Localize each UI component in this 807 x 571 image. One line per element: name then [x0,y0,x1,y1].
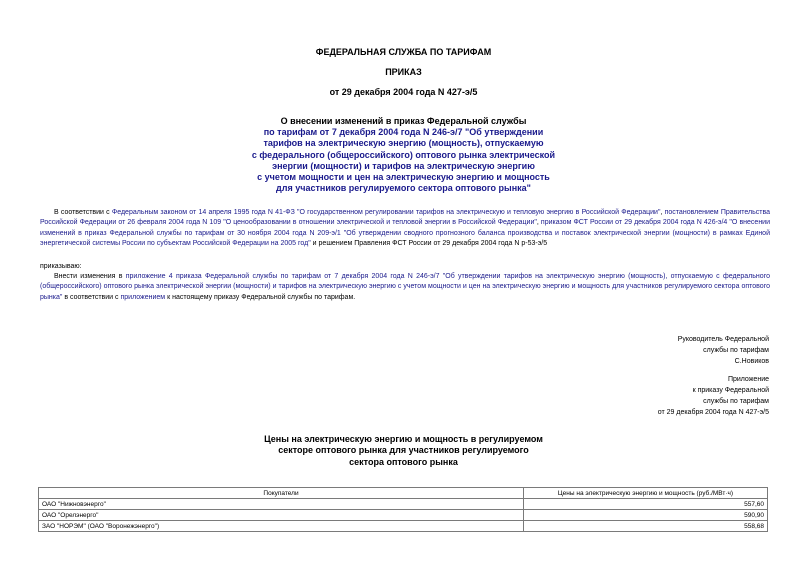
price-cell: 557,60 [524,499,768,510]
signature-line-2: службы по тарифам [703,347,769,354]
buyer-cell: ОАО "Орелэнерго" [39,510,524,521]
preamble-text-4: и решением Правления ФСТ России от 29 декабря 2004 года N р-53-э/5 [310,239,548,247]
order-paragraph [40,272,770,303]
price-cell: 558,68 [524,521,768,532]
price-cell: 590,90 [524,510,768,521]
order-text-3: к настоящему приказу Федеральной службы по тарифам. [165,293,356,301]
preamble-text-2: , [660,209,665,216]
table-row [39,499,768,510]
title-line-3[interactable]: тарифов на электрическую энергию (мощность), отпускаемую [263,138,544,149]
title-line-5[interactable]: энергии (мощности) и тарифов на электрическую энергию [272,160,535,171]
order-title [0,116,807,194]
title-line-7[interactable]: для участников регулируемого сектора оптового рынка" [276,183,531,194]
buyer-cell: ОАО "Нижновэнерго" [39,499,524,510]
title-line-2[interactable]: по тарифам от 7 декабря 2004 года N 246-э/7 "Об утверждении [263,127,544,138]
header-buyers: Покупатели [39,488,524,499]
preamble-paragraph [40,208,770,249]
document-type: ПРИКАЗ [385,67,422,77]
buyer-cell: ЗАО "НОРЭМ" (ОАО "Воронежэнерго") [39,521,524,532]
order-text-1: Внести изменения в [54,273,126,280]
signature-line-3: С.Новиков [734,358,769,365]
title-line-1 [0,116,807,127]
table-title-line-3: сектора оптового рынка [349,456,458,467]
appendix-block [609,374,769,418]
government-decree-link[interactable]: постановлением Правительства Российской Федерации от 26 февраля 2004 года N 109 "О ценообразовании в отношении электрической и тепловой энергии в Российской Федерации" [40,209,771,227]
order-text-2: в соответствии с [62,293,121,301]
table-header-row [39,488,768,499]
title-line-4[interactable]: с федерального (общероссийского) оптового рынка электрической [251,149,556,160]
appendix-4-link[interactable]: приложение 4 приказа Федеральной службы по тарифам от 7 декабря 2004 года N 246-э/7 "Об утверждении тарифов на электрическую энергию (мощность), отпускаемую с федерального (общероссийского) оптового рынка электрической энергии (мощности) и тарифов на электрическую энергию с учетом мощности и цен на электрическую энергию и мощность для участников регулируемого сектора оптового рынка" [40,273,770,301]
table-row [39,510,768,521]
order-word: приказываю: [40,263,82,270]
preamble-text-3: , [536,219,541,227]
header-prices: Цены на электрическую энергию и мощность (руб./МВт·ч) [524,488,768,499]
table-title [0,434,807,468]
agency-name: ФЕДЕРАЛЬНАЯ СЛУЖБА ПО ТАРИФАМ [315,47,492,57]
table-title-line-1: Цены на электрическую энергию и мощность в регулируемом [264,434,543,444]
appendix-line-1: Приложение [727,376,769,383]
appendix-link[interactable]: приложением [120,293,166,301]
signature-line-1: Руководитель Федеральной [677,336,769,343]
table-row [39,521,768,532]
appendix-line-4: от 29 декабря 2004 года N 427-э/5 [657,409,769,416]
title-line-6[interactable]: с учетом мощности и цен на электрическую энергию и мощность [257,172,550,183]
prices-table [38,487,768,532]
fst-order-link[interactable]: приказом ФСТ России от 29 декабря 2004 года N 426-э/4 "О внесении изменений в приказ Федеральной службы по тарифам от 30 ноября 2004 года N 209-э/1 "Об утверждении сводного прогнозного баланса производства и поставок электрической энергии (мощности) в рамках Единой энергетической системы России по субъектам Российской Федерации на 2005 год" [40,219,771,247]
preamble-text-1: В соответствии с [54,209,112,216]
document-date: от 29 декабря 2004 года N 427-э/5 [329,87,478,97]
appendix-line-3: службы по тарифам [703,398,769,405]
table-title-line-2: секторе оптового рынка для участников регулируемого [278,445,529,456]
appendix-line-2: к приказу Федеральной [692,387,769,394]
title-line-1-text: О внесении изменений в приказ Федеральной службы [280,116,527,126]
signature-block [609,334,769,367]
federal-law-link[interactable]: Федеральным законом от 14 апреля 1995 года N 41-ФЗ "О государственном регулировании тарифов на электрическую и тепловую энергию в Российской Федерации" [111,209,661,216]
